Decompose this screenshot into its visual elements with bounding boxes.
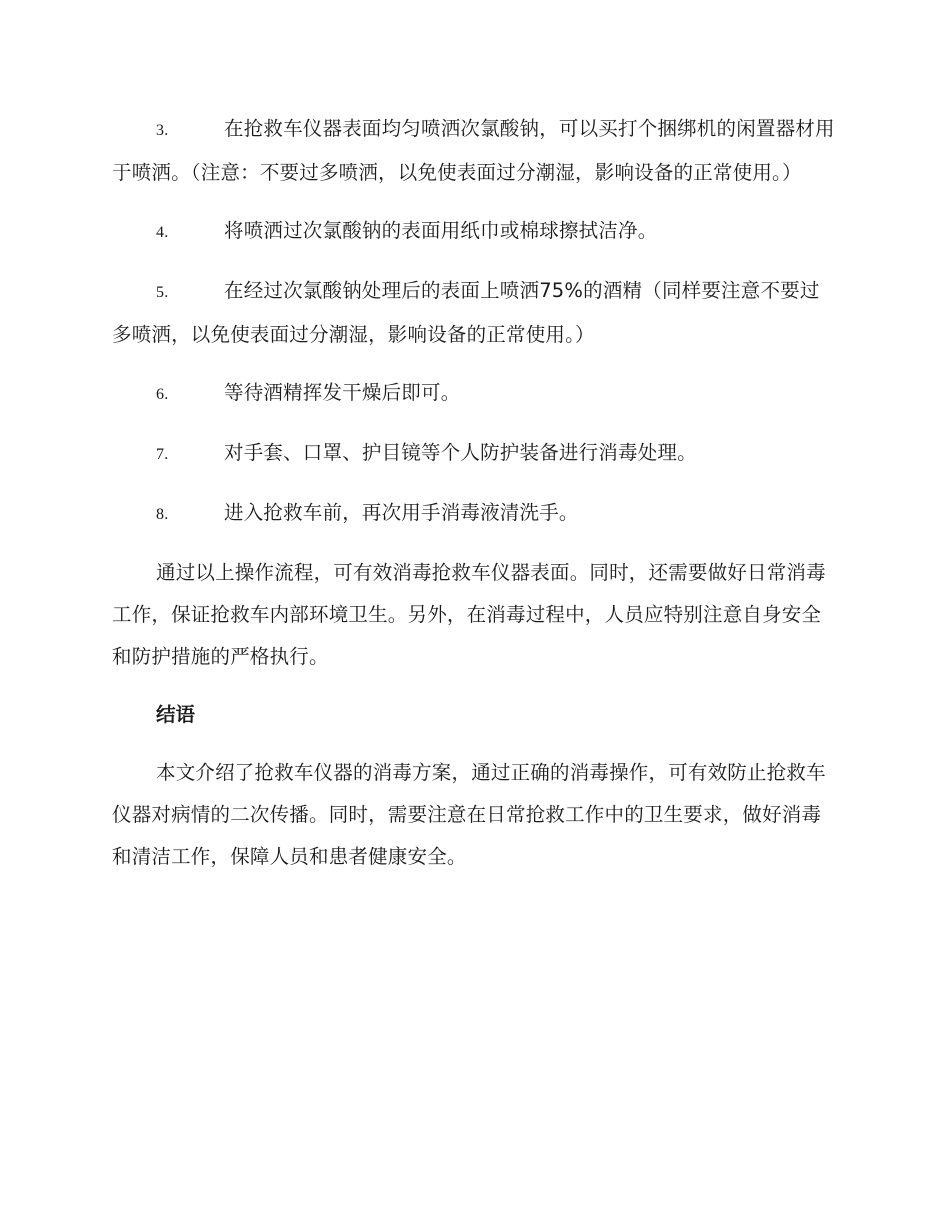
conclusion-paragraph: 本文介绍了抢救车仪器的消毒方案，通过正确的消毒操作，可有效防止抢救车仪器对病情的二次传播。同时，需要注意在日常抢救工作中的卫生要求，做好消毒和清洁工作，保障人员和患者健康安全。: [112, 761, 826, 868]
list-item-step-3: [112, 108, 836, 194]
list-number: 6.: [156, 386, 169, 403]
list-number: 5.: [156, 284, 169, 301]
list-number: 3.: [156, 122, 169, 139]
list-item-step-4: [112, 210, 836, 254]
summary-paragraph: 通过以上操作流程，可有效消毒抢救车仪器表面。同时，还需要做好日常消毒工作，保证抢救车内部环境卫生。另外，在消毒过程中，人员应特别注意自身安全和防护措施的严格执行。: [112, 561, 826, 668]
document-page: [112, 108, 836, 894]
list-number: 4.: [156, 224, 169, 241]
list-item-step-8: [112, 492, 836, 536]
conclusion-heading: 结语: [156, 703, 196, 726]
list-item-text: 进入抢救车前，再次用手消毒液清洗手。: [224, 501, 579, 524]
list-item-step-7: [112, 432, 836, 476]
list-item-text: 在抢救车仪器表面均匀喷洒次氯酸钠，可以买打个捆绑机的闲置器材用于喷洒。（注意：不要过多喷洒，以免使表面过分潮湿，影响设备的正常使用。）: [112, 117, 835, 184]
list-item-text: 等待酒精挥发干燥后即可。: [224, 381, 461, 404]
list-item-text: 将喷洒过次氯酸钠的表面用纸巾或棉球擦拭洁净。: [224, 219, 658, 242]
list-item-step-5: [112, 270, 836, 356]
list-item-text: 对手套、口罩、护目镜等个人防护装备进行消毒处理。: [224, 441, 697, 464]
list-item-step-6: [112, 372, 836, 416]
list-number: 8.: [156, 506, 169, 523]
list-item-text: 在经过次氯酸钠处理后的表面上喷洒75%的酒精（同样要注意不要过多喷洒，以免使表面过分潮湿，影响设备的正常使用。）: [112, 279, 820, 346]
list-number: 7.: [156, 446, 169, 463]
